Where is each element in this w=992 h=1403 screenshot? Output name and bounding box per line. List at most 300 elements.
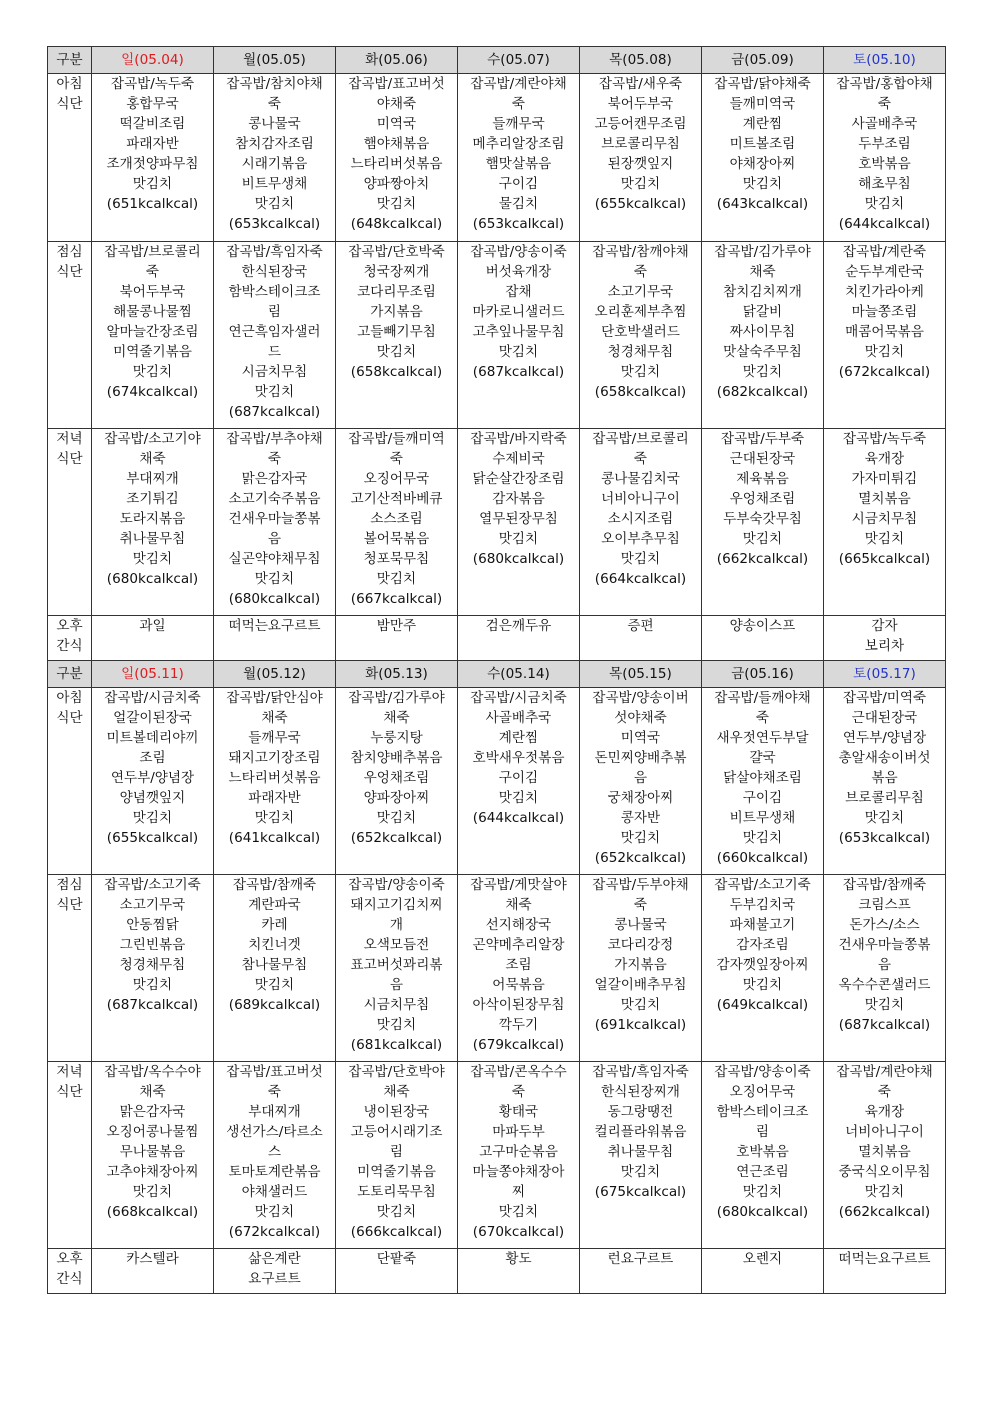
lunch-label	[48, 875, 92, 1062]
menu-item: 잡곡밥/콘옥수수	[470, 1064, 567, 1080]
menu-item: 맛김치	[132, 810, 173, 826]
menu-item: 맛김치	[864, 344, 905, 360]
menu-item: 돈민찌양배추볶	[594, 750, 687, 766]
snack-menu-cell	[92, 616, 214, 661]
menu-item: 채죽	[505, 897, 532, 913]
menu-item: (680kcalkcal)	[228, 591, 321, 607]
menu-item: 미역국	[376, 116, 417, 132]
menu-item: 잡곡밥/김가루야	[348, 690, 445, 706]
menu-item: 청경채무침	[607, 344, 674, 360]
row-label-line: 간식	[56, 1271, 83, 1287]
menu-item: 소시지조림	[607, 511, 674, 527]
menu-item: 잡곡밥/두부야채	[592, 877, 689, 893]
menu-item: 치킨너겟	[248, 937, 301, 953]
menu-item: (641kcalkcal)	[228, 830, 321, 846]
menu-item: 잡곡밥/양송이죽	[348, 877, 445, 893]
snack-menu-cell	[214, 616, 336, 661]
menu-item: 잡곡밥/홍합야채	[836, 76, 933, 92]
menu-item: 맛김치	[132, 176, 173, 192]
menu-item: 구이김	[498, 176, 539, 192]
menu-item: 맛김치	[620, 364, 661, 380]
menu-item: 죽	[755, 710, 770, 726]
menu-item: 선지해장국	[485, 917, 552, 933]
menu-item: 콩나물김치국	[601, 471, 680, 487]
menu-item: 닭갈비	[742, 304, 783, 320]
menu-item: 음	[633, 770, 648, 786]
menu-item: 고기산적바베큐	[350, 491, 443, 507]
menu-item: 양념깻잎지	[119, 790, 186, 806]
menu-item: 코다리강정	[607, 937, 674, 953]
menu-item: (652kcalkcal)	[350, 830, 443, 846]
menu-item: 코다리무조림	[357, 284, 436, 300]
lunch-menu-cell	[92, 242, 214, 429]
menu-item: 잡곡밥/표고버섯	[348, 76, 445, 92]
row-label-line: 아침	[56, 690, 83, 706]
menu-item: 황태국	[498, 1104, 539, 1120]
breakfast-menu-cell	[702, 74, 824, 242]
menu-item: (655kcalkcal)	[594, 196, 687, 212]
menu-item: 맛김치	[620, 1164, 661, 1180]
lunch-menu-cell	[214, 242, 336, 429]
menu-item: 떡갈비조림	[119, 116, 186, 132]
menu-item: 들깨미역국	[729, 96, 796, 112]
snack-label	[48, 1249, 92, 1294]
menu-item: 함박스테이크조	[716, 1104, 809, 1120]
snack-menu-cell	[580, 1249, 702, 1294]
row-label-line: 식단	[56, 451, 83, 467]
menu-item: 무나물볶음	[119, 1144, 186, 1160]
menu-item: 잡곡밥/두부죽	[720, 431, 805, 447]
menu-item: 고구마순볶음	[479, 1144, 558, 1160]
lunch-menu-cell	[580, 242, 702, 429]
menu-item: 미역국	[620, 730, 661, 746]
menu-item: 죽	[877, 96, 892, 112]
menu-item: 청경채무침	[119, 957, 186, 973]
menu-item: 맛김치	[254, 196, 295, 212]
menu-item: 호박볶음	[858, 156, 911, 172]
menu-item: 런요구르트	[607, 1251, 674, 1267]
menu-item: 참치김치찌개	[723, 284, 802, 300]
snack-menu-cell	[824, 1249, 946, 1294]
dinner-row	[48, 1062, 946, 1249]
menu-item: (662kcalkcal)	[838, 1204, 931, 1220]
menu-item: 물김치	[498, 196, 539, 212]
menu-item: 콩나물국	[248, 116, 301, 132]
menu-item: 맛김치	[132, 977, 173, 993]
menu-item: 마늘쫑조림	[851, 304, 918, 320]
menu-item: 양파짱아치	[363, 176, 430, 192]
lunch-menu-cell	[458, 875, 580, 1062]
week-header-row	[48, 661, 946, 688]
menu-item: 근대된장국	[851, 710, 918, 726]
menu-item: 맛김치	[498, 344, 539, 360]
menu-item: 안동찜닭	[126, 917, 179, 933]
menu-item: 홍합무국	[126, 96, 179, 112]
menu-item: 잡곡밥/옥수수야	[104, 1064, 201, 1080]
menu-item: 중국식오이무침	[838, 1164, 931, 1180]
breakfast-menu-cell	[824, 688, 946, 875]
menu-item: 죽	[389, 451, 404, 467]
menu-item: 연근조림	[736, 1164, 789, 1180]
menu-item: 호박새우젓볶음	[472, 750, 565, 766]
menu-item: (667kcalkcal)	[350, 591, 443, 607]
menu-item: (664kcalkcal)	[594, 571, 687, 587]
menu-item: 두부김치국	[729, 897, 796, 913]
breakfast-menu-cell	[92, 688, 214, 875]
menu-item: 마파두부	[492, 1124, 545, 1140]
menu-item: 미트볼조림	[729, 136, 796, 152]
dinner-menu-cell	[92, 429, 214, 616]
menu-item: 오징어콩나물찜	[106, 1124, 199, 1140]
menu-item: 오리훈제부추찜	[594, 304, 687, 320]
day-header: 금(05.09)	[702, 47, 824, 74]
menu-item: 그린빈볶음	[119, 937, 186, 953]
lunch-label	[48, 242, 92, 429]
dinner-menu-cell	[214, 1062, 336, 1249]
menu-item: 야채장아찌	[729, 156, 796, 172]
menu-item: 마늘쫑야채장아	[472, 1164, 565, 1180]
menu-item: 동그랑땡전	[607, 1104, 674, 1120]
menu-item: 궁채장아찌	[607, 790, 674, 806]
menu-item: 가지볶음	[614, 957, 667, 973]
menu-item: 죽	[633, 897, 648, 913]
menu-item: 느타리버섯볶음	[228, 770, 321, 786]
day-header: 일(05.04)	[92, 47, 214, 74]
menu-item: (675kcalkcal)	[594, 1184, 687, 1200]
breakfast-menu-cell	[336, 688, 458, 875]
day-header: 수(05.14)	[458, 661, 580, 688]
menu-item: 맛김치	[742, 830, 783, 846]
menu-item: (681kcalkcal)	[350, 1037, 443, 1053]
breakfast-menu-cell	[92, 74, 214, 242]
menu-item: (682kcalkcal)	[716, 384, 809, 400]
menu-item: 함박스테이크조	[228, 284, 321, 300]
menu-item: 맛김치	[376, 344, 417, 360]
menu-item: 치킨가라아케	[845, 284, 924, 300]
menu-item: 들깨무국	[492, 116, 545, 132]
menu-item: 돼지고기김치찌	[350, 897, 443, 913]
menu-item: 맛김치	[864, 531, 905, 547]
row-label-line: 점심	[56, 877, 83, 893]
menu-item: 참치감자조림	[235, 136, 314, 152]
menu-item: 돈가스/소스	[849, 917, 920, 933]
menu-item: 연두부/양념장	[842, 730, 927, 746]
menu-item: 생선가스/타르소	[226, 1124, 323, 1140]
menu-item: 돼지고기장조림	[228, 750, 321, 766]
snack-row	[48, 616, 946, 661]
menu-item: 부대찌개	[248, 1104, 301, 1120]
menu-item: 호박볶음	[736, 1144, 789, 1160]
menu-item: 맑은감자국	[119, 1104, 186, 1120]
menu-item: (680kcalkcal)	[106, 571, 199, 587]
menu-item: 냉이된장국	[363, 1104, 430, 1120]
menu-item: 삶은계란	[248, 1251, 301, 1267]
menu-item: 맛김치	[498, 790, 539, 806]
menu-item: (644kcalkcal)	[472, 810, 565, 826]
snack-menu-cell	[458, 616, 580, 661]
row-label-line: 저녁	[56, 431, 83, 447]
dinner-menu-cell	[336, 429, 458, 616]
menu-item: 섯야채죽	[614, 710, 667, 726]
menu-item: 너비아니구이	[601, 491, 680, 507]
menu-item: 잡곡밥/시금치죽	[104, 690, 201, 706]
menu-item: 감자	[871, 618, 898, 634]
menu-item: (680kcalkcal)	[472, 551, 565, 567]
menu-item: 미트볼데리야끼	[106, 730, 199, 746]
menu-item: 맛김치	[742, 531, 783, 547]
menu-item: (670kcalkcal)	[472, 1224, 565, 1240]
menu-item: 맛김치	[620, 551, 661, 567]
menu-item: 죽	[511, 1084, 526, 1100]
menu-item: 잡곡밥/소고기죽	[104, 877, 201, 893]
menu-item: 시금치무침	[241, 364, 308, 380]
menu-item: 콩자반	[620, 810, 661, 826]
menu-item: 잡곡밥/미역죽	[842, 690, 927, 706]
menu-item: 계란찜	[742, 116, 783, 132]
menu-item: 잡곡밥/부추야채	[226, 431, 323, 447]
menu-item: 오징어무국	[729, 1084, 796, 1100]
menu-item: 보리차	[864, 638, 905, 654]
menu-item: 맛김치	[376, 810, 417, 826]
dinner-menu-cell	[824, 1062, 946, 1249]
menu-item: 볶음	[871, 770, 898, 786]
menu-item: (648kcalkcal)	[350, 216, 443, 232]
menu-item: 잡곡밥/녹두죽	[110, 76, 195, 92]
menu-item: 어묵볶음	[492, 977, 545, 993]
breakfast-label	[48, 688, 92, 875]
menu-item: (668kcalkcal)	[106, 1204, 199, 1220]
snack-menu-cell	[702, 616, 824, 661]
menu-item: 음	[267, 531, 282, 547]
menu-item: 잡곡밥/브로콜리	[592, 431, 689, 447]
menu-item: 잡곡밥/단호박죽	[348, 244, 445, 260]
menu-item: 된장깻잎지	[607, 156, 674, 172]
menu-item: 맛김치	[254, 571, 295, 587]
row-label-line: 간식	[56, 638, 83, 654]
menu-item: 맛김치	[742, 364, 783, 380]
lunch-menu-cell	[336, 242, 458, 429]
menu-item: 한식된장찌개	[601, 1084, 680, 1100]
menu-item: 맛김치	[498, 1204, 539, 1220]
menu-item: 사골배추국	[851, 116, 918, 132]
breakfast-menu-cell	[824, 74, 946, 242]
menu-item: 실곤약야채무침	[228, 551, 321, 567]
menu-item: 소고기무국	[119, 897, 186, 913]
menu-item: 조개젓양파무침	[106, 156, 199, 172]
menu-item: 가지볶음	[370, 304, 423, 320]
menu-item: 해물콩나물찜	[113, 304, 192, 320]
menu-item: 맛김치	[376, 1204, 417, 1220]
menu-item: 감자깻잎장아찌	[716, 957, 809, 973]
menu-item: 잡곡밥/참깨죽	[232, 877, 317, 893]
menu-item: 맛김치	[864, 810, 905, 826]
menu-item: 맛김치	[864, 997, 905, 1013]
menu-item: (687kcalkcal)	[472, 364, 565, 380]
breakfast-menu-cell	[580, 74, 702, 242]
menu-item: 컬리플라워볶음	[594, 1124, 687, 1140]
menu-item: 짜사이무침	[729, 324, 796, 340]
menu-item: (658kcalkcal)	[594, 384, 687, 400]
menu-item: (644kcalkcal)	[838, 216, 931, 232]
breakfast-label	[48, 74, 92, 242]
menu-item: 우엉채조림	[363, 770, 430, 786]
menu-item: 죽	[145, 264, 160, 280]
snack-label	[48, 616, 92, 661]
day-header: 금(05.16)	[702, 661, 824, 688]
snack-menu-cell	[458, 1249, 580, 1294]
menu-item: 미역줄기볶음	[357, 1164, 436, 1180]
dinner-menu-cell	[580, 429, 702, 616]
dinner-menu-cell	[702, 429, 824, 616]
menu-item: (687kcalkcal)	[106, 997, 199, 1013]
menu-item: 맛김치	[498, 531, 539, 547]
menu-item: 카스텔라	[126, 1251, 179, 1267]
menu-item: 브로콜리무침	[845, 790, 924, 806]
day-header: 월(05.05)	[214, 47, 336, 74]
menu-item: (653kcalkcal)	[228, 216, 321, 232]
menu-item: 건새우마늘쫑볶	[228, 511, 321, 527]
menu-item: 순두부계란국	[845, 264, 924, 280]
menu-item: 맛김치	[254, 977, 295, 993]
menu-item: 야채죽	[376, 96, 417, 112]
breakfast-menu-cell	[214, 74, 336, 242]
menu-item: (653kcalkcal)	[838, 830, 931, 846]
menu-item: 잡곡밥/소고기야	[104, 431, 201, 447]
menu-item: (672kcalkcal)	[228, 1224, 321, 1240]
day-header: 일(05.11)	[92, 661, 214, 688]
breakfast-menu-cell	[458, 688, 580, 875]
menu-item: 맛김치	[620, 997, 661, 1013]
menu-item: 햄야채볶음	[363, 136, 430, 152]
lunch-row	[48, 875, 946, 1062]
menu-item: 도토리묵무침	[357, 1184, 436, 1200]
menu-item: 맛김치	[620, 830, 661, 846]
lunch-menu-cell	[824, 875, 946, 1062]
menu-item: 아삭이된장무침	[472, 997, 565, 1013]
menu-item: (660kcalkcal)	[716, 850, 809, 866]
menu-item: (653kcalkcal)	[472, 216, 565, 232]
menu-item: (672kcalkcal)	[838, 364, 931, 380]
menu-item: 계란찜	[498, 730, 539, 746]
menu-item: 콩나물국	[614, 917, 667, 933]
menu-item: 연두부/양념장	[110, 770, 195, 786]
menu-item: 고추잎나물무침	[472, 324, 565, 340]
menu-item: 알마늘간장조림	[106, 324, 199, 340]
menu-item: 시금치무침	[851, 511, 918, 527]
breakfast-menu-cell	[580, 688, 702, 875]
menu-item: 맛김치	[742, 176, 783, 192]
menu-item: 고들빼기무침	[357, 324, 436, 340]
menu-item: 찌	[511, 1184, 526, 1200]
menu-item: (658kcalkcal)	[350, 364, 443, 380]
menu-item: 양송이스프	[729, 618, 796, 634]
menu-item: 느타리버섯볶음	[350, 156, 443, 172]
menu-item: 잡곡밥/참깨죽	[842, 877, 927, 893]
menu-item: 맛김치	[620, 176, 661, 192]
menu-item: 검은깨두유	[485, 618, 552, 634]
menu-item: (666kcalkcal)	[350, 1224, 443, 1240]
menu-item: 맛김치	[132, 364, 173, 380]
menu-item: 잡곡밥/양송이죽	[470, 244, 567, 260]
menu-item: 맑은감자국	[241, 471, 308, 487]
menu-item: 시래기볶음	[241, 156, 308, 172]
menu-item: 비트무생채	[729, 810, 796, 826]
menu-item: (691kcalkcal)	[594, 1017, 687, 1033]
day-header: 화(05.06)	[336, 47, 458, 74]
menu-item: (652kcalkcal)	[594, 850, 687, 866]
snack-menu-cell	[702, 1249, 824, 1294]
menu-item: 청포묵무침	[363, 551, 430, 567]
menu-item: 고등어시래기조	[350, 1124, 443, 1140]
lunch-menu-cell	[580, 875, 702, 1062]
menu-item: 맛살숙주무침	[723, 344, 802, 360]
menu-item: 새우젓연두부달	[716, 730, 809, 746]
menu-item: 죽	[633, 451, 648, 467]
menu-item: 림	[267, 304, 282, 320]
menu-item: 드	[267, 344, 282, 360]
menu-item: 떠먹는요구르트	[838, 1251, 931, 1267]
menu-item: 부대찌개	[126, 471, 179, 487]
menu-item: 소고기숙주볶음	[228, 491, 321, 507]
menu-item: 구이김	[742, 790, 783, 806]
menu-item: 단호박샐러드	[601, 324, 680, 340]
menu-item: 잡곡밥/소고기죽	[714, 877, 811, 893]
menu-item: 증편	[627, 618, 654, 634]
menu-item: 떠먹는요구르트	[228, 618, 321, 634]
menu-item: (662kcalkcal)	[716, 551, 809, 567]
menu-item: 잡곡밥/계란야채	[836, 1064, 933, 1080]
menu-item: 잡곡밥/양송이버	[592, 690, 689, 706]
menu-item: 잡곡밥/계란야채	[470, 76, 567, 92]
breakfast-menu-cell	[702, 688, 824, 875]
snack-menu-cell	[92, 1249, 214, 1294]
menu-item: 제육볶음	[736, 471, 789, 487]
dinner-menu-cell	[702, 1062, 824, 1249]
menu-item: 얼갈이된장국	[113, 710, 192, 726]
menu-item: 도라지볶음	[119, 511, 186, 527]
menu-item: 너비아니구이	[845, 1124, 924, 1140]
week-header-row	[48, 47, 946, 74]
menu-item: 죽	[267, 96, 282, 112]
menu-item: 야채샐러드	[241, 1184, 308, 1200]
menu-item: 잡곡밥/흑임자죽	[592, 1064, 689, 1080]
menu-item: 맛김치	[864, 1184, 905, 1200]
menu-item: 스	[267, 1144, 282, 1160]
menu-item: 닭살야채조림	[723, 770, 802, 786]
lunch-menu-cell	[824, 242, 946, 429]
menu-item: 맛김치	[742, 1184, 783, 1200]
menu-item: 브로콜리무침	[601, 136, 680, 152]
menu-item: 미역줄기볶음	[113, 344, 192, 360]
menu-item: 걀국	[749, 750, 776, 766]
snack-menu-cell	[336, 616, 458, 661]
lunch-menu-cell	[92, 875, 214, 1062]
menu-item: 들깨무국	[248, 730, 301, 746]
menu-item: 근대된장국	[729, 451, 796, 467]
menu-item: (679kcalkcal)	[472, 1037, 565, 1053]
menu-item: 채죽	[383, 710, 410, 726]
menu-item: 조림	[505, 957, 532, 973]
row-label-line: 식단	[56, 1084, 83, 1100]
menu-item: 잡곡밥/참치야채	[226, 76, 323, 92]
menu-item: 잡곡밥/흑임자죽	[226, 244, 323, 260]
menu-item: 죽	[267, 451, 282, 467]
menu-item: 볼어묵볶음	[363, 531, 430, 547]
menu-item: 조림	[139, 750, 166, 766]
menu-item: 잡곡밥/녹두죽	[842, 431, 927, 447]
meal-plan-table	[47, 46, 946, 1294]
menu-item: 맛김치	[132, 1184, 173, 1200]
